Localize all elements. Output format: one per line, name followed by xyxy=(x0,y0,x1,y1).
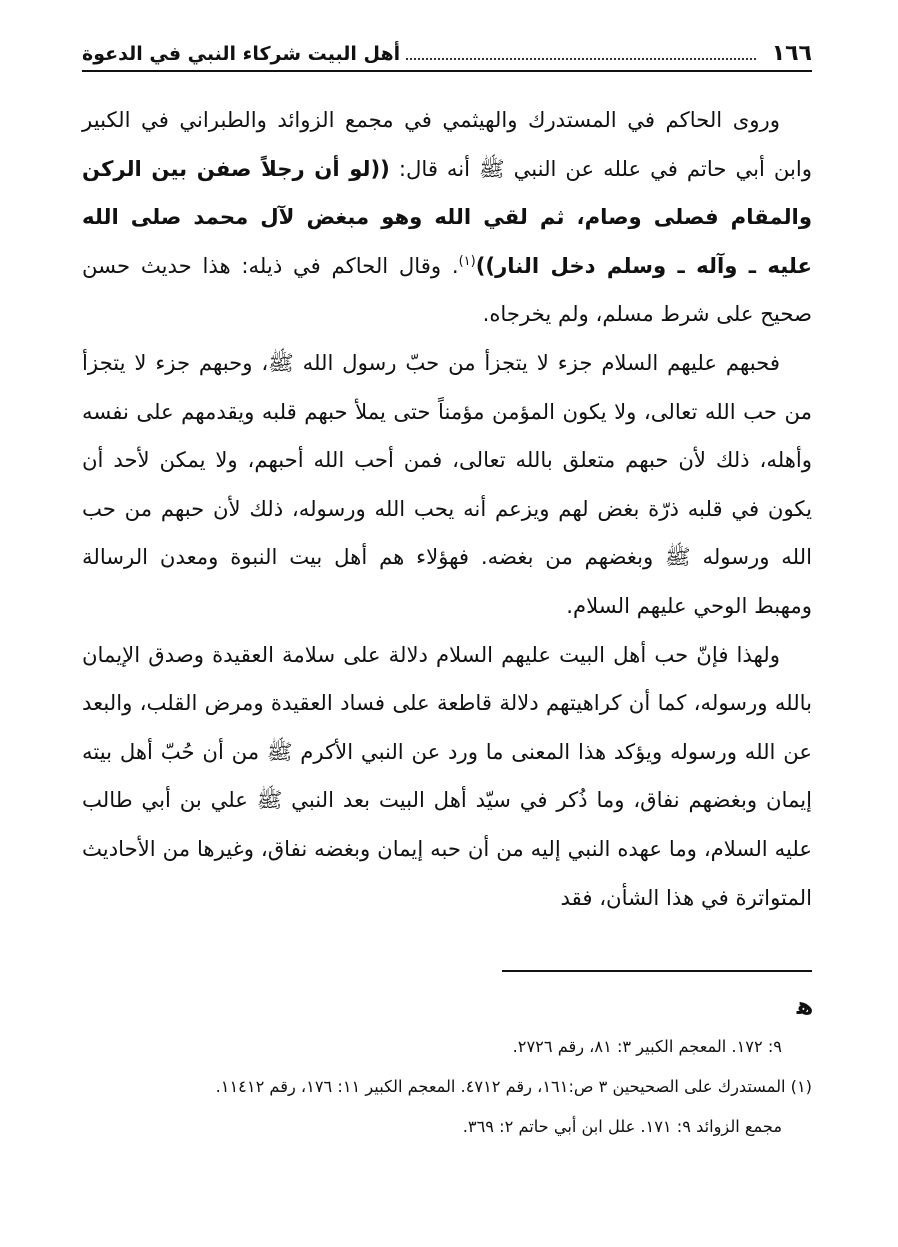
paragraph-1-intro: وروى الحاكم في المستدرك والهيثمي في مجمع الزوائد والطبراني في الكبير وابن أبي حاتم في علله عن النبي ﷺ أنه قال: xyxy=(82,107,813,181)
footnote-continued-line: ٩: ١٧٢. المعجم الكبير ٣: ٨١، رقم ٢٧٢٦. xyxy=(512,1037,782,1056)
footnotes xyxy=(82,1030,812,1144)
footnote-1-continued: مجمع الزوائد ٩: ١٧١. علل ابن أبي حاتم ٢: ٣٦٩. xyxy=(462,1117,782,1136)
main-text xyxy=(82,96,812,922)
running-title: أهل البيت شركاء النبي في الدعوة xyxy=(82,43,401,65)
header-rule xyxy=(82,70,812,72)
paragraph-1-rest: . وقال الحاكم في ذيله: هذا حديث حسن صحيح على شرط مسلم، ولم يخرجاه. xyxy=(82,252,812,327)
footnote-separator xyxy=(502,970,812,972)
header-dotted-leader xyxy=(406,58,756,60)
paragraph-1 xyxy=(82,96,812,339)
paragraph-3: ولهذا فإنّ حب أهل البيت عليهم السلام دلالة على سلامة العقيدة وصدق الإيمان بالله ورسوله، كما أن كراهيتهم دلالة قاطعة على فساد العقيدة ومرض القلب، والبعد عن الله ورسوله ويؤكد هذا المعنى ما ورد عن النبي الأكرم ﷺ من أن حُبّ أهل بيته إيمان وبغضهم نفاق، وما ذُكر في سيّد أهل البيت بعد النبي ﷺ علي بن أبي طالب عليه السلام، وما عهده النبي إليه من أن حبه إيمان وبغضه نفاق، وغيرها من الأحاديث المتواترة في هذا الشأن، فقد xyxy=(82,641,812,910)
paragraph-2: فحبهم عليهم السلام جزء لا يتجزأ من حبّ رسول الله ﷺ، وحبهم جزء لا يتجزأ من حب الله تعالى، ولا يكون المؤمن مؤمناً حتى يملأ حبهم قلبه ويقدمهم على نفسه وأهله، ذلك لأن حبهم متعلق بالله تعالى، فمن أحب الله أحبهم، ولا يمكن لأحد أن يكون في قلبه ذرّة بغض لهم ويزعم أنه يحب الله ورسوله، ذلك لأن حبهم من حب الله ورسوله ﷺ وبغضهم من بغضه. فهؤلاء هم أهل بيت النبوة ومعدن الرسالة ومهبط الوحي عليهم السلام. xyxy=(82,349,812,618)
page-header xyxy=(82,34,812,68)
hadith-quote: ((لو أن رجلاً صفن بين الركن والمقام فصلى وصام، ثم لقي الله وهو مبغض لآل محمد صلى الله عليه ـ وآله ـ وسلم دخل النار)) xyxy=(82,155,812,278)
page-number: ١٦٦ xyxy=(771,41,812,66)
footnote-reference[interactable]: (١) xyxy=(458,253,476,269)
footnote-continuation-mark: ﻫ xyxy=(796,992,814,1020)
footnote-1: (١) المستدرك على الصحيحين ٣ ص:١٦١، رقم ٤٧١٢. المعجم الكبير ١١: ١٧٦، رقم ١١٤١٢. xyxy=(215,1077,812,1096)
